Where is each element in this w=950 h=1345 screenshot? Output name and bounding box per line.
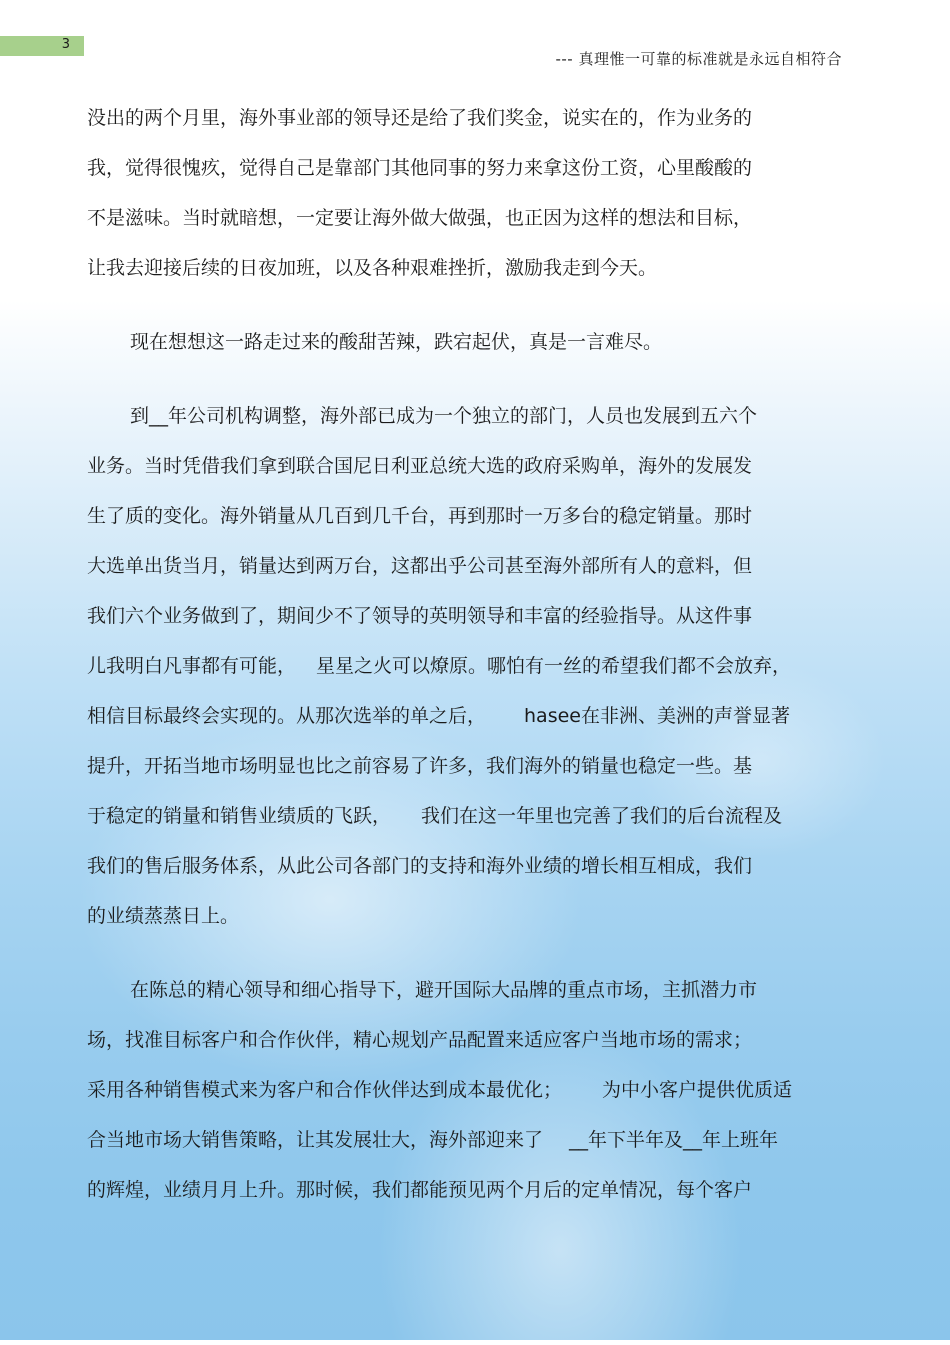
text-line: 生了质的变化。海外销量从几百到几千台，再到那时一万多台的稳定销量。那时 [87,505,753,527]
text-segment: 儿我明白凡事都有可能， [87,655,297,677]
bottom-band [0,1340,950,1345]
text-line [87,1075,792,1102]
text-line [87,651,791,678]
text-line: 业务。当时凭借我们拿到联合国尼日利亚总统大选的政府采购单，海外的发展发 [87,455,753,477]
text-line: 我，觉得很愧疚，觉得自己是靠部门其他同事的努力来拿这份工资，心里酸酸的 [87,157,753,179]
text-segment: 采用各种销售模式来为客户和合作伙伴达到成本最优化； [87,1079,563,1101]
text-segment: __年下半年及__年上班年 [569,1129,779,1151]
text-line: 我们的售后服务体系，从此公司各部门的支持和海外业绩的增长相互相成，我们 [87,855,753,877]
text-line: 的业绩蒸蒸日上。 [87,905,240,927]
text-line: 没出的两个月里，海外事业部的领导还是给了我们奖金，说实在的，作为业务的 [87,107,753,129]
text-segment: 星星之火可以燎原。哪怕有一丝的希望我们都不会放弃， [316,655,792,677]
text-line: 大选单出货当月，销量达到两万台，这都出乎公司甚至海外部所有人的意料，但 [87,555,753,577]
text-line: 让我去迎接后续的日夜加班，以及各种艰难挫折，激励我走到今天。 [87,257,658,279]
running-header: --- 真理惟一可靠的标准就是永远自相符合 [555,50,842,68]
text-line: 现在想想这一路走过来的酸甜苦辣，跌宕起伏，真是一言难尽。 [130,331,663,353]
text-segment: 合当地市场大销售策略，让其发展壮大，海外部迎来了 [87,1129,544,1151]
text-line: 场，找准目标客户和合作伙伴，精心规划产品配置来适应客户当地市场的需求； [87,1029,753,1051]
text-line [87,801,782,828]
text-line [87,701,790,728]
text-line: 不是滋味。当时就暗想，一定要让海外做大做强，也正因为这样的想法和目标， [87,207,753,229]
page-number: 3 [61,37,70,52]
text-segment: 为中小客户提供优质适 [602,1079,793,1101]
text-segment: 我们在这一年里也完善了我们的后台流程及 [421,805,783,827]
text-line: 到__年公司机构调整，海外部已成为一个独立的部门，人员也发展到五六个 [130,405,758,427]
text-line: 在陈总的精心领导和细心指导下，避开国际大品牌的重点市场，主抓潜力市 [130,979,758,1001]
page-number-tab [0,36,84,56]
text-segment: hasee在非洲、美洲的声誉显著 [524,705,790,727]
text-line: 提升，开拓当地市场明显也比之前容易了许多，我们海外的销量也稳定一些。基 [87,755,753,777]
text-line: 的辉煌，业绩月月上升。那时候，我们都能预见两个月后的定单情况，每个客户 [87,1179,753,1201]
text-line [87,1125,778,1152]
text-line: 我们六个业务做到了，期间少不了领导的英明领导和丰富的经验指导。从这件事 [87,605,753,627]
text-segment: 相信目标最终会实现的。从那次选举的单之后， [87,705,487,727]
text-segment: 于稳定的销量和销售业绩质的飞跃， [87,805,392,827]
